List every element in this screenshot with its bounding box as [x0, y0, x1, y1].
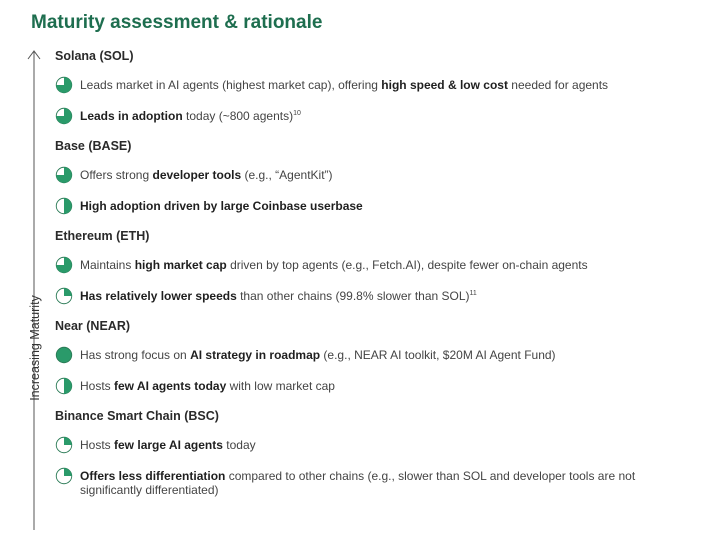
harvey-ball-fill — [64, 468, 72, 476]
list-item — [55, 255, 705, 275]
item-text: Hosts few large AI agents today — [80, 438, 256, 452]
list-item — [55, 345, 705, 365]
harvey-ball-fill — [64, 288, 72, 296]
list-item — [55, 466, 705, 497]
item-text: Offers less differentiation compared to other chains (e.g., slower than SOL and developer tools are not significantly differentiated) — [80, 469, 636, 497]
harvey-ball-fill — [64, 437, 72, 445]
item-text: Offers strong developer tools (e.g., “AgentKit”) — [80, 168, 333, 182]
harvey-ball-icon — [55, 107, 73, 125]
harvey-ball-icon — [55, 467, 73, 485]
item-text: Leads in adoption today (~800 agents)$^{10}$ — [80, 109, 301, 123]
harvey-ball-icon — [55, 76, 73, 94]
harvey-ball-icon — [55, 197, 73, 215]
harvey-ball-icon — [55, 287, 73, 305]
chain-header: Binance Smart Chain (BSC) — [55, 409, 219, 423]
assessment-list — [55, 47, 705, 503]
chain-section-solana — [55, 47, 705, 126]
item-text: Has strong focus on AI strategy in roadmap (e.g., NEAR AI toolkit, $20M AI Agent Fund) — [80, 348, 556, 362]
list-item — [55, 196, 705, 216]
harvey-ball-icon — [55, 346, 73, 364]
list-item — [55, 376, 705, 396]
item-text: High adoption driven by large Coinbase userbase — [80, 199, 363, 213]
chain-header: Ethereum (ETH) — [55, 229, 150, 243]
item-text: Leads market in AI agents (highest market cap), offering high speed & low cost needed for agents — [80, 78, 609, 92]
harvey-ball-outline — [56, 347, 71, 362]
harvey-ball-icon — [55, 166, 73, 184]
harvey-ball-icon — [55, 436, 73, 454]
chain-section-ethereum — [55, 227, 705, 306]
list-item — [55, 286, 705, 306]
maturity-axis — [16, 48, 52, 530]
list-item — [55, 75, 705, 95]
list-item — [55, 435, 705, 455]
harvey-ball-icon — [55, 256, 73, 274]
item-text: Maintains high market cap driven by top agents (e.g., Fetch.AI), despite fewer on-chain agents — [80, 258, 588, 272]
chain-section-bsc — [55, 407, 705, 497]
chain-header: Base (BASE) — [55, 139, 132, 153]
chain-section-base — [55, 137, 705, 216]
chain-header: Near (NEAR) — [55, 319, 131, 333]
axis-label: Increasing Maturity — [28, 295, 42, 401]
list-item — [55, 165, 705, 185]
item-text: Has relatively lower speeds than other chains (99.8% slower than SOL)$^{11}$ — [80, 289, 477, 303]
list-item — [55, 106, 705, 126]
harvey-ball-icon — [55, 377, 73, 395]
chain-header: Solana (SOL) — [55, 49, 134, 63]
item-text: Hosts few AI agents today with low market cap — [80, 379, 335, 393]
maturity-axis-arrow — [16, 48, 52, 530]
chain-section-near — [55, 317, 705, 396]
page-title: Maturity assessment & rationale — [31, 12, 323, 33]
